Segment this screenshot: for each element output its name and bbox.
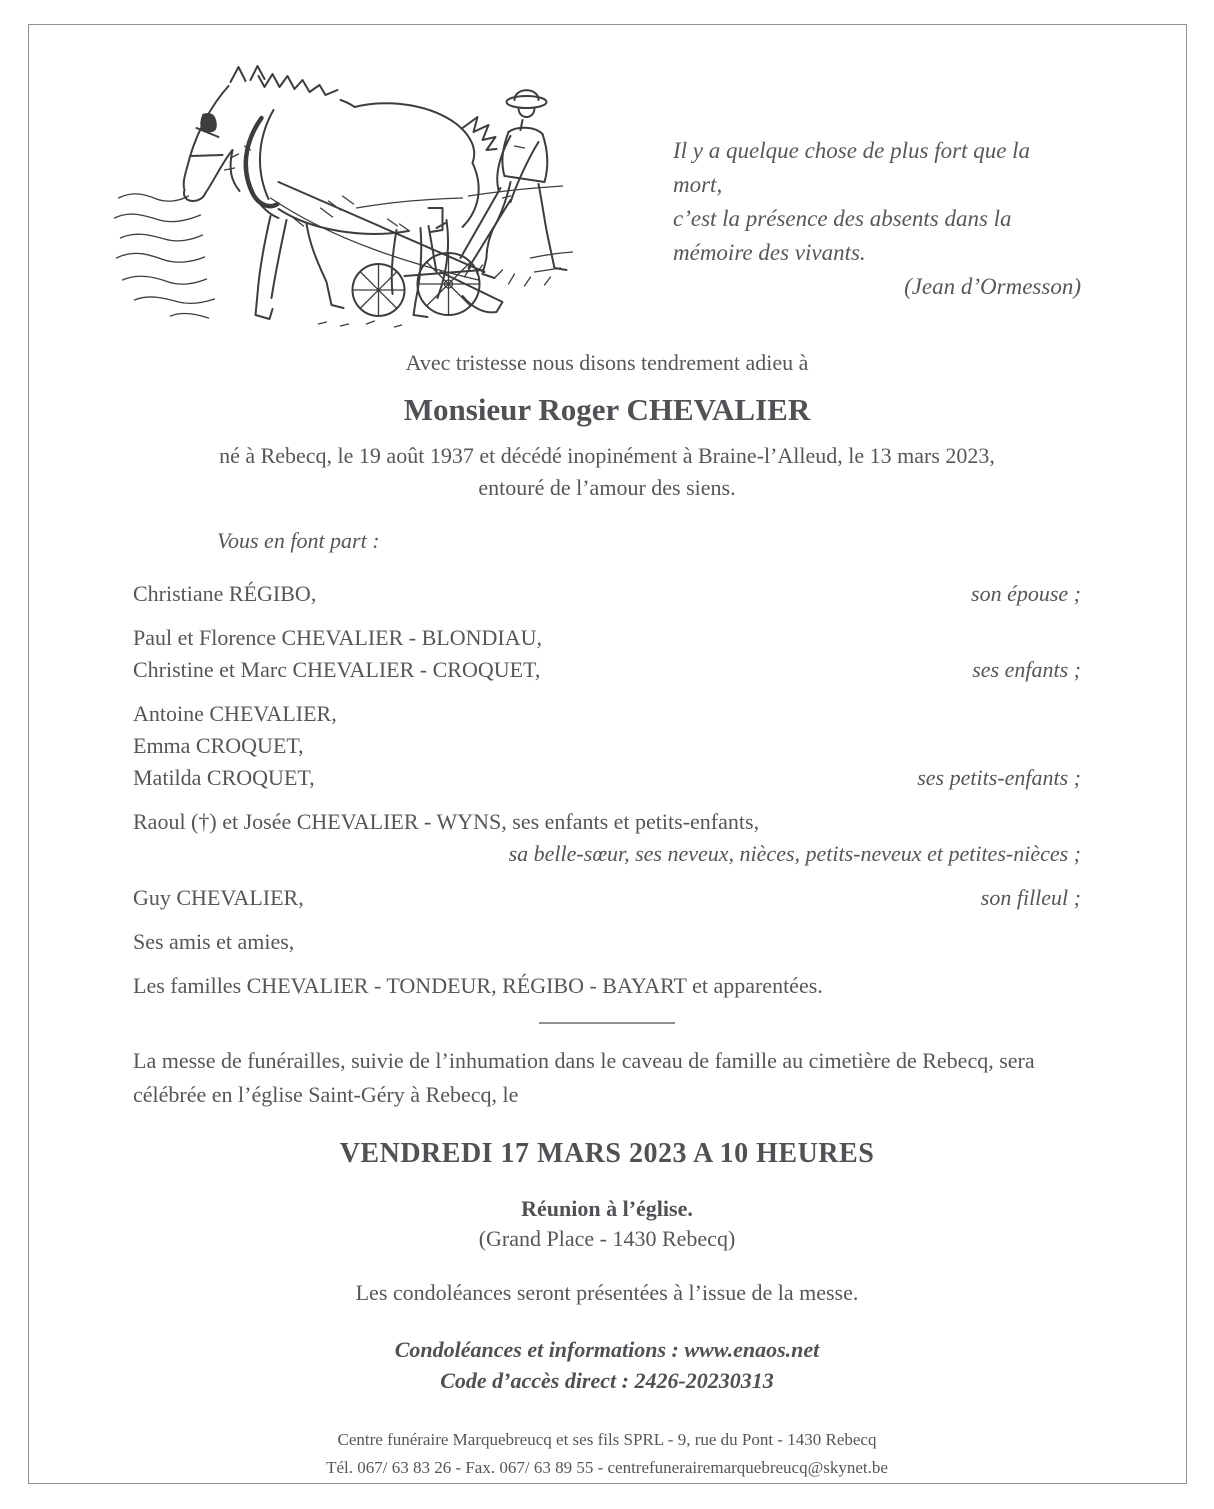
- announcement-content: [133, 58, 1081, 1482]
- family-group-inlaws: [133, 806, 1081, 870]
- family-role: ses petits-enfants ;: [917, 765, 1081, 790]
- online-info-line: Condoléances et informations : www.enaos.net: [394, 1337, 820, 1362]
- meeting-line: Réunion à l’église.: [521, 1196, 693, 1221]
- friends-line: Ses amis et amies,: [133, 929, 295, 954]
- family-name: Antoine CHEVALIER,: [133, 701, 337, 726]
- quote-line: mémoire des vivants.: [673, 240, 866, 265]
- funeral-home-contacts: Tél. 067/ 63 83 26 - Fax. 067/ 63 89 55 - centrefunerairemarquebreucq@skynet.be: [326, 1458, 888, 1477]
- quote-line: Il y a quelque chose de plus fort que la mort,: [673, 138, 1031, 197]
- life-details: [133, 440, 1081, 504]
- header-row: [133, 58, 1081, 338]
- life-details-line: né à Rebecq, le 19 août 1937 et décédé inopinément à Braine-l’Alleud, le 13 mars 2023,: [219, 443, 995, 468]
- horse-figure: [184, 66, 497, 319]
- deceased-name: Monsieur Roger CHEVALIER: [403, 392, 811, 427]
- family-group-grandchildren: [133, 698, 1081, 794]
- family-name: Paul et Florence CHEVALIER - BLONDIAU,: [133, 625, 542, 650]
- family-name: Guy CHEVALIER,: [133, 885, 304, 910]
- family-role: sa belle-sœur, ses neveux, nièces, petits-neveux et petites-nièces ;: [508, 841, 1081, 866]
- family-list: [133, 578, 1081, 1002]
- memorial-quote: [673, 58, 1081, 338]
- horse-plowing-illustration: [108, 58, 583, 338]
- family-role: son épouse ;: [971, 581, 1081, 606]
- family-role: ses enfants ;: [972, 657, 1081, 682]
- plow-and-wheels: [271, 182, 503, 316]
- quote-line: c’est la présence des absents dans la: [673, 206, 1012, 231]
- condolence-note: Les condoléances seront présentées à l’issue de la messe.: [355, 1280, 859, 1305]
- meeting-place: (Grand Place - 1430 Rebecq): [478, 1226, 736, 1251]
- farewell-intro: Avec tristesse nous disons tendrement adieu à: [405, 350, 809, 375]
- family-name: Christine et Marc CHEVALIER - CROQUET,: [133, 657, 541, 682]
- horse-plowing-sketch: [108, 58, 583, 338]
- online-info: [133, 1334, 1081, 1396]
- section-divider: [539, 1022, 675, 1024]
- family-name: Emma CROQUET,: [133, 733, 304, 758]
- family-name: Raoul (†) et Josée CHEVALIER - WYNS, ses enfants et petits-enfants,: [133, 809, 760, 834]
- funeral-date-line: VENDREDI 17 MARS 2023 A 10 HEURES: [339, 1138, 875, 1169]
- family-name: Christiane RÉGIBO,: [133, 581, 317, 606]
- quote-attribution: (Jean d’Ormesson): [904, 274, 1081, 299]
- family-group-spouse: [133, 578, 1081, 610]
- families-line: Les familles CHEVALIER - TONDEUR, RÉGIBO - BAYART et apparentées.: [133, 973, 823, 998]
- ceremony-text: La messe de funérailles, suivie de l’inhumation dans le caveau de famille au cimetière de Rebecq, sera célébrée en l’église Saint-Géry à Rebecq, le: [133, 1048, 1035, 1107]
- life-details-line: entouré de l’amour des siens.: [478, 475, 736, 500]
- family-name: Matilda CROQUET,: [133, 765, 315, 790]
- family-group-children: [133, 622, 1081, 686]
- family-group-godson: [133, 882, 1081, 914]
- online-access-code: Code d’accès direct : 2426-20230313: [440, 1368, 774, 1393]
- announced-by-intro: Vous en font part :: [217, 528, 380, 553]
- funeral-home-footer: [133, 1426, 1081, 1482]
- funeral-home-address: Centre funéraire Marquebreucq et ses fils SPRL - 9, rue du Pont - 1430 Rebecq: [337, 1430, 877, 1449]
- family-role: son filleul ;: [980, 885, 1081, 910]
